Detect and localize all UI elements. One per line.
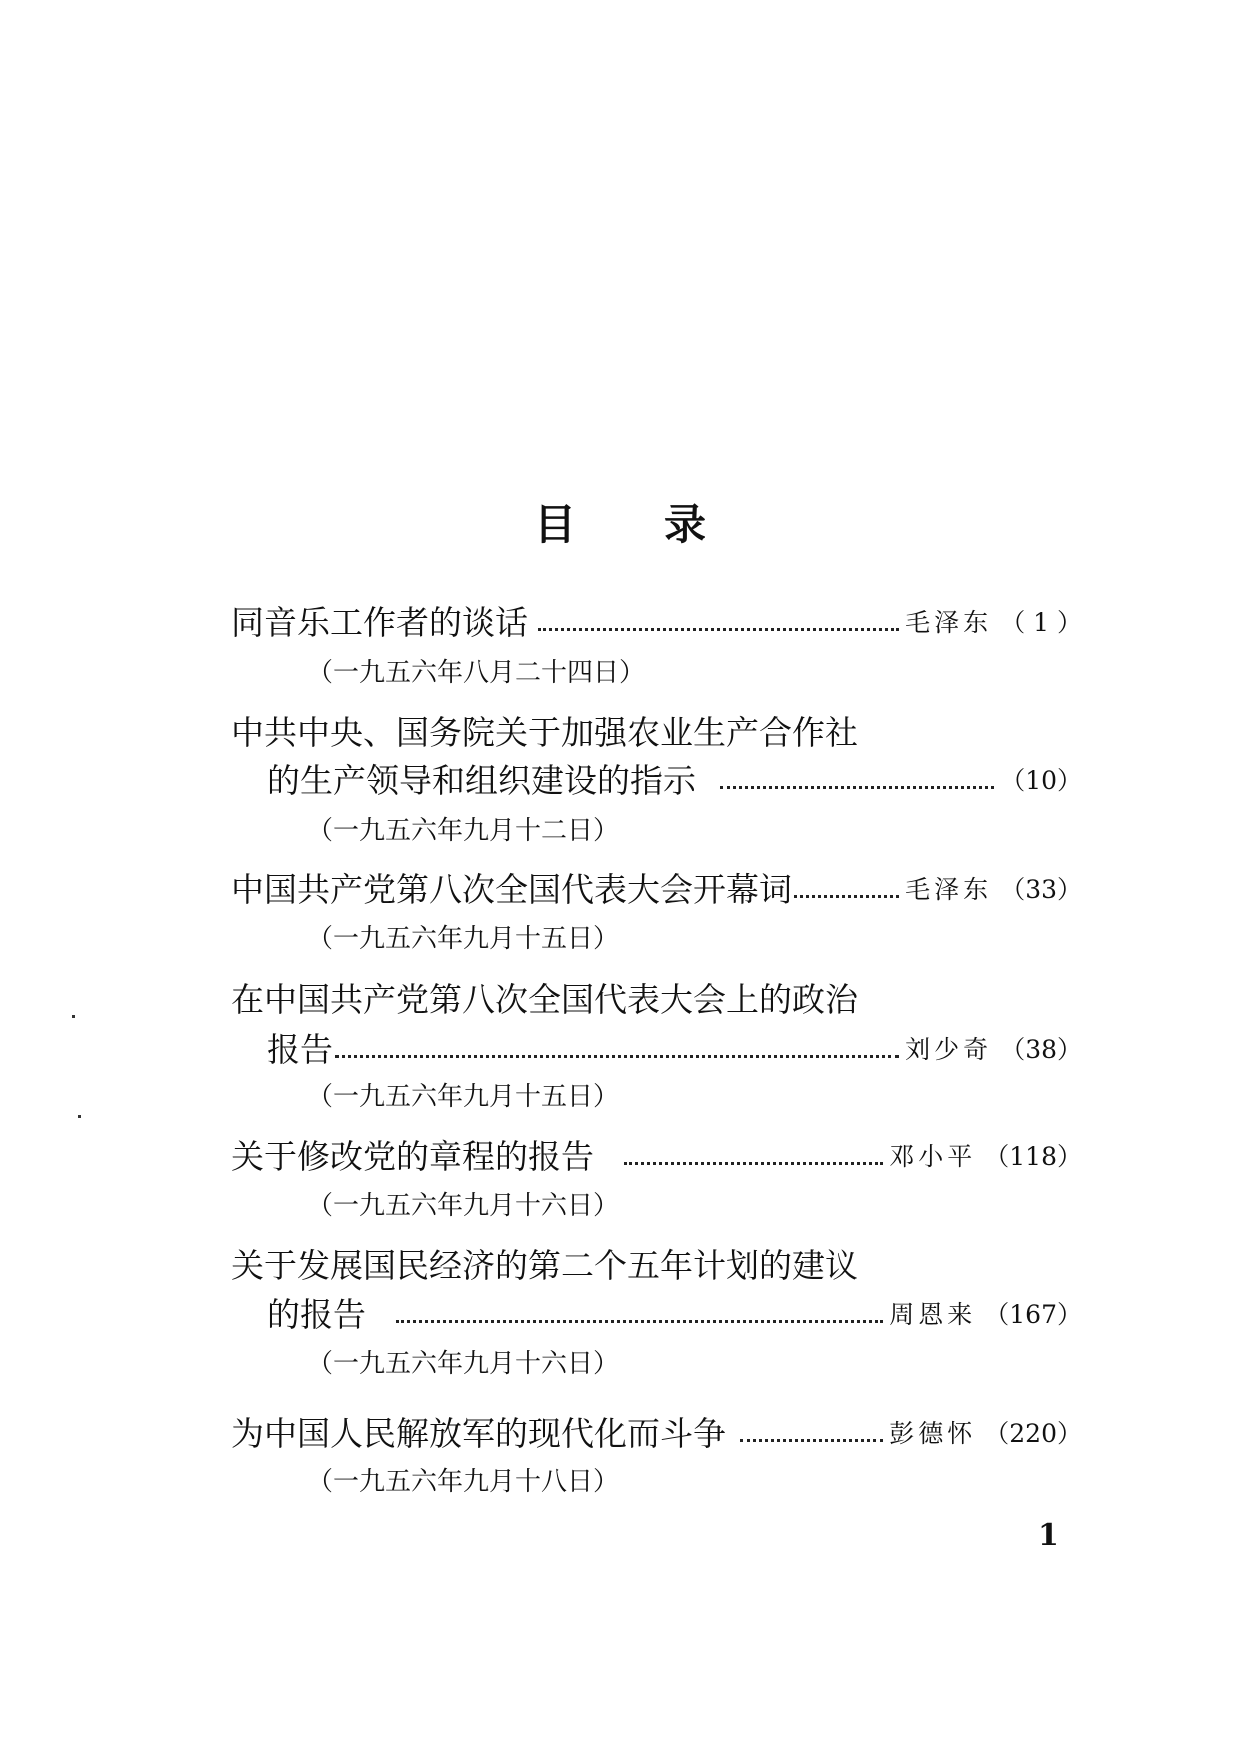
toc-entry-title-line[interactable] bbox=[231, 1246, 1082, 1286]
toc-entry[interactable] bbox=[231, 1137, 1082, 1177]
entry-author: 周恩来 bbox=[889, 1300, 977, 1329]
entry-date: （一九五六年九月十五日） bbox=[307, 924, 620, 954]
entry-date: （一九五六年九月十八日） bbox=[307, 1467, 620, 1497]
entry-title-continued: 的生产领导和组织建设的指示 bbox=[267, 761, 696, 800]
page-number: 1 bbox=[1038, 1518, 1059, 1553]
toc-entry[interactable] bbox=[231, 1414, 1082, 1454]
scan-speck bbox=[78, 1115, 81, 1118]
entry-title: 关于发展国民经济的第二个五年计划的建议 bbox=[231, 1246, 858, 1285]
entry-page: （38） bbox=[1000, 1035, 1082, 1064]
scan-speck bbox=[72, 1015, 75, 1018]
toc-entry-title-line[interactable] bbox=[231, 713, 1082, 753]
entry-title: 在中国共产党第八次全国代表大会上的政治 bbox=[231, 980, 858, 1019]
entry-author: 彭德怀 bbox=[889, 1419, 977, 1448]
toc-entry[interactable] bbox=[267, 1030, 1082, 1070]
entry-page: （118） bbox=[984, 1142, 1082, 1171]
entry-date: （一九五六年九月十二日） bbox=[307, 816, 620, 846]
toc-entry[interactable] bbox=[231, 603, 1082, 643]
entry-date: （一九五六年九月十五日） bbox=[307, 1082, 620, 1112]
entry-date: （一九五六年八月二十四日） bbox=[307, 658, 646, 688]
entry-page: （167） bbox=[984, 1300, 1082, 1329]
dot-leader bbox=[335, 1055, 899, 1058]
toc-entry-title-line[interactable] bbox=[231, 980, 1082, 1020]
entry-title-continued: 的报告 bbox=[267, 1295, 366, 1334]
dot-leader bbox=[538, 628, 899, 631]
heading-char: 录 bbox=[664, 500, 707, 549]
toc-entry[interactable] bbox=[231, 870, 1082, 910]
entry-date: （一九五六年九月十六日） bbox=[307, 1191, 620, 1221]
entry-title: 为中国人民解放军的现代化而斗争 bbox=[231, 1414, 726, 1453]
entry-title: 中共中央、国务院关于加强农业生产合作社 bbox=[231, 713, 858, 752]
entry-page: （220） bbox=[984, 1419, 1082, 1448]
dot-leader bbox=[720, 786, 994, 789]
entry-page: （ 1 ） bbox=[1000, 608, 1082, 637]
entry-author: 毛泽东 bbox=[905, 875, 993, 904]
entry-page: （33） bbox=[1000, 875, 1082, 904]
entry-title: 关于修改党的章程的报告 bbox=[231, 1137, 594, 1176]
entry-title: 同音乐工作者的谈话 bbox=[231, 603, 528, 642]
dot-leader bbox=[740, 1439, 883, 1442]
heading-char: 目 bbox=[533, 500, 576, 549]
toc-entry[interactable] bbox=[267, 761, 1082, 801]
entry-author: 毛泽东 bbox=[905, 608, 993, 637]
dot-leader bbox=[624, 1162, 883, 1165]
toc-entry[interactable] bbox=[267, 1295, 1082, 1335]
entry-title: 中国共产党第八次全国代表大会开幕词 bbox=[231, 870, 792, 909]
entry-author: 刘少奇 bbox=[905, 1035, 993, 1064]
toc-heading bbox=[0, 492, 1240, 552]
entry-title-continued: 报告 bbox=[267, 1030, 333, 1069]
entry-page: （10） bbox=[1000, 766, 1082, 795]
dot-leader bbox=[794, 895, 899, 898]
entry-date: （一九五六年九月十六日） bbox=[307, 1349, 620, 1379]
dot-leader bbox=[396, 1320, 883, 1323]
entry-author: 邓小平 bbox=[889, 1142, 977, 1171]
